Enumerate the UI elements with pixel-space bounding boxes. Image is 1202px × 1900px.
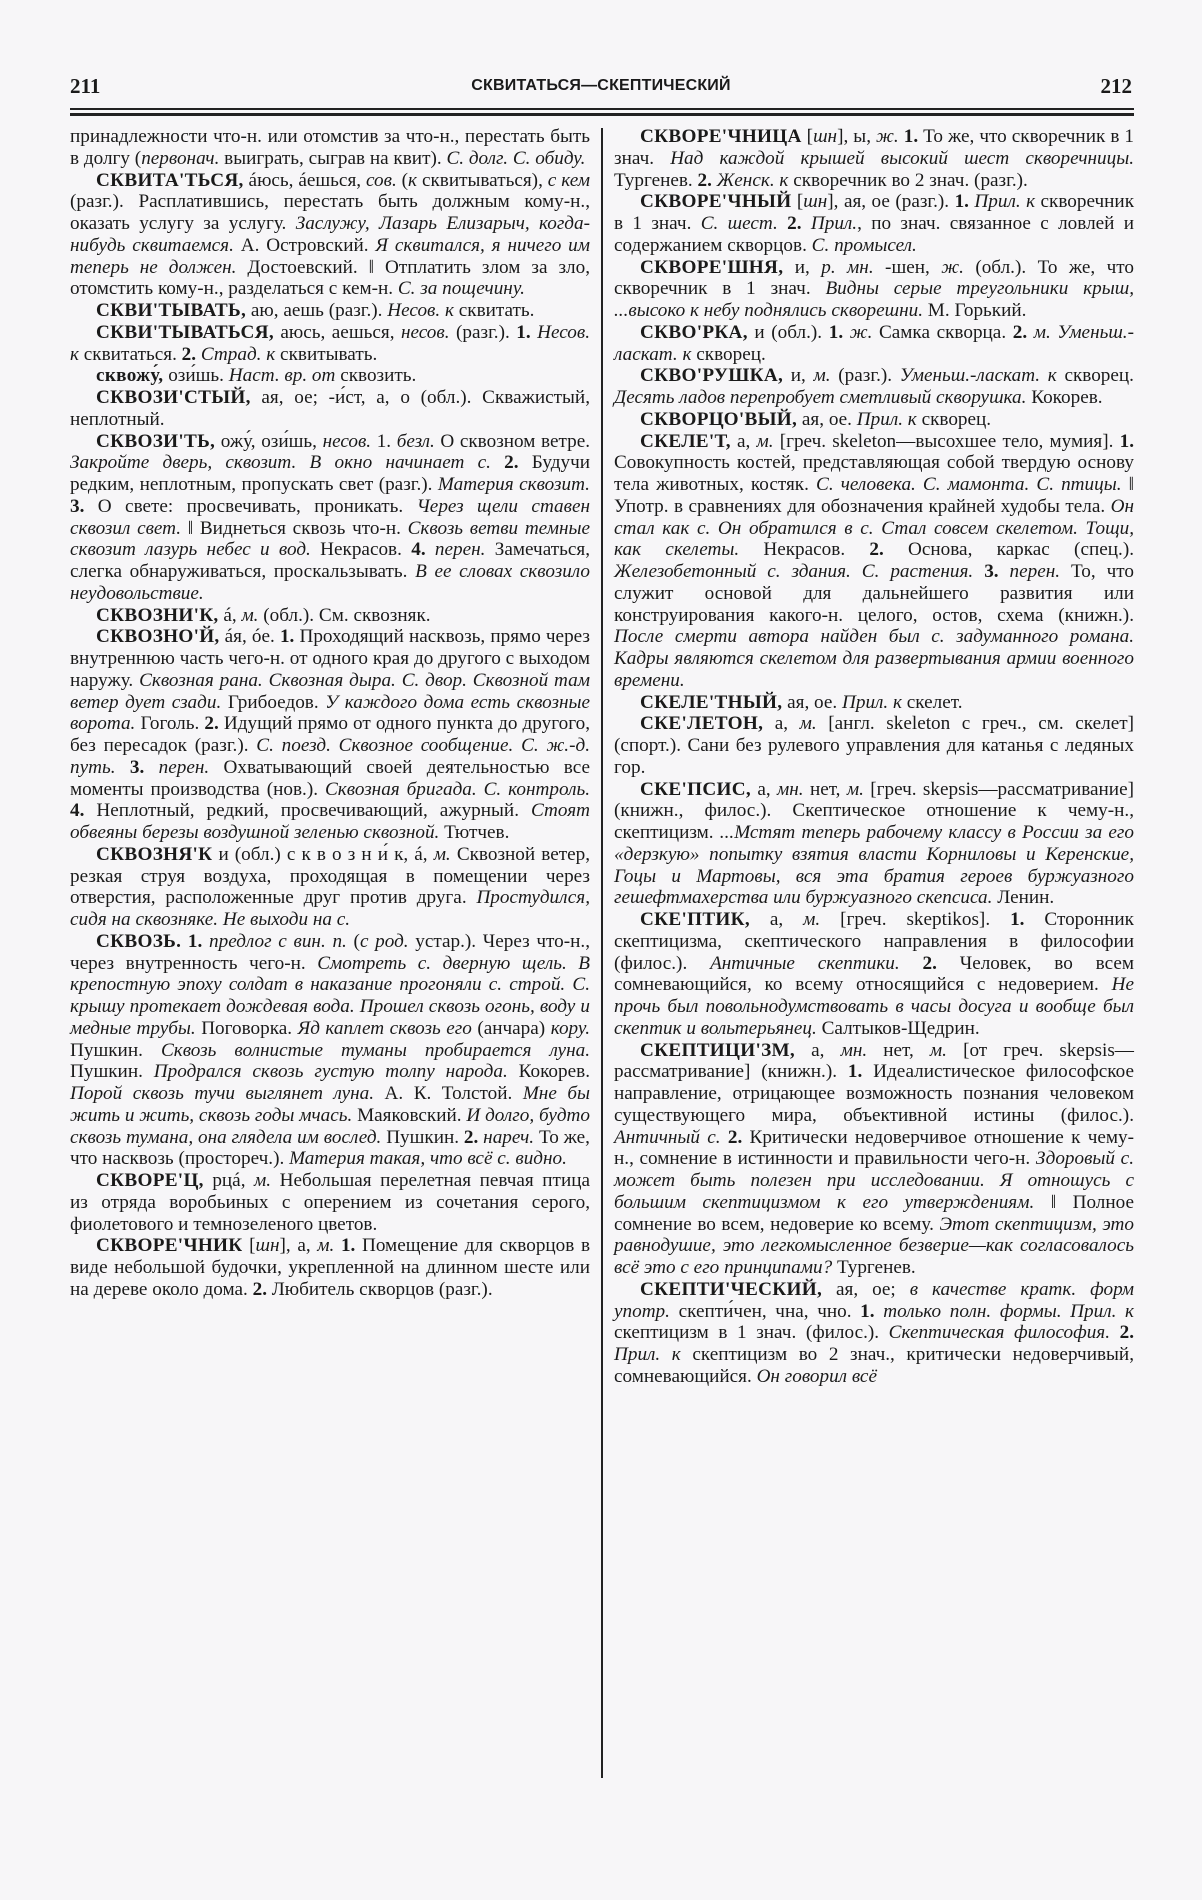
sense-number: 2. [1119,1322,1135,1344]
entry-text: Тургенев. [614,169,698,191]
entry-text [1027,322,1034,343]
italic-text: Прил. к [856,408,917,430]
sense-number: 2. [504,452,519,474]
headword: СКВОРЕ'Ц, [96,1170,204,1191]
sense-number: 2. [697,169,712,191]
entry-text: То же, что скворечник в 1 знач. [614,126,1135,169]
italic-text: с род. [359,930,409,952]
entry-text: Сквозной ветер, резкая струя воздуха, проходящая в помещении через отверстия, расположенные друг против друга. [70,843,591,909]
entry-text: О сквозном ветре. [434,430,591,452]
entry-text [491,452,504,473]
entry-text: Некрасов. [310,539,412,561]
entry-text: Пушкин. [381,1126,464,1148]
dictionary-entry [614,1279,1134,1388]
entry-text: Совокупность костей, представляющая собой твердую основу тела животных, костяк. [614,452,1134,495]
sense-number: 1. [1119,430,1134,452]
italic-text: Античный с. [614,1126,721,1148]
italic-text: Материя такая, что всё с. видно. [289,1148,567,1170]
entry-text [426,539,435,560]
entry-text: Замечаться, слегка обнаруживаться, проскальзывать. [70,539,590,582]
entry-text: Человек, во всем сомневающийся, ко всему относящийся с недоверием. [614,952,1134,996]
dictionary-entry [70,170,590,301]
entry-text: скепти́чен, чна, чно. [669,1300,861,1322]
entry-text: Кокорев. [1026,387,1103,408]
entry-text: ], ы, [837,126,877,147]
entry-text: Проходящий насквозь, прямо через внутреннюю часть чего-н. от одного края до другого с выходом наружу. [70,626,590,691]
italic-text: м. [799,713,817,735]
entry-text [900,953,923,974]
entry-text: ая, ое; [822,1278,910,1300]
italic-text: Прил. к [842,691,902,713]
entry-text: -шен, [873,256,942,278]
italic-text: Простудился, сидя на сквозняке. Не выходи на с. [70,887,590,930]
sense-number: 2. [1012,321,1028,343]
italic-text: С. человека. С. мамонта. С. птицы. [816,474,1122,495]
sense-number: 1. [828,321,844,343]
dictionary-entry [614,126,1134,191]
italic-text: ж. [876,126,899,147]
sense-number: 1. [187,930,203,952]
entry-text: Ленин. [992,887,1055,909]
italic-text: Продрался сквозь густую толпу народа. [153,1061,508,1083]
entry-text: Кокорев. [507,1061,590,1083]
sense-number: 1. [1010,909,1025,930]
entry-text [144,757,158,778]
italic-text: м. [803,909,821,930]
headword: СКВОЗНО'Й, [96,626,220,648]
headword: СКЕЛЕ'ТНЫЙ, [640,691,783,713]
entry-text: [от греч. skepsis—рассматривание] (книжн.). [614,1039,1134,1083]
entry-text: (обл.). См. сквозняк. [258,604,431,626]
dictionary-entry [70,365,590,387]
entry-text: Маяковский. [352,1104,467,1126]
entry-text: Пушкин. [70,1061,154,1083]
headword: СКВОЗЬ. [96,930,182,952]
headword: сквожу́, [96,365,164,387]
entry-text: а, [750,778,778,800]
italic-text: Над каждой крышей высокий шест скворечницы. [670,147,1135,169]
entry-text: скворец. [691,343,766,365]
dictionary-entry [614,779,1134,910]
dictionary-entry [614,257,1134,322]
italic-text: несов. [322,430,372,452]
headword: СКВОРЕ'ЧНИЦА [640,126,802,147]
italic-text: Заслужу, Лазарь Елизарыч, когда-нибудь сквитаемся. [70,213,590,256]
entry-text: выиграть, сыграв на квит). [219,147,447,169]
italic-text: перен. [434,539,486,561]
entry-text: А. Островский. [233,234,376,256]
entry-text: Небольшая перелетная певчая птица из отряда воробьиных с оперением из сочетания серого, фиолетового и темнозеленого цветов. [70,1170,590,1235]
entry-text: Достоевский. ‖ Отплатить злом за зло, отомстить кому-н., разделаться с кем-н. [70,256,590,300]
italic-text: только полн. формы. Прил. к [883,1300,1135,1322]
italic-text: м. [846,778,864,800]
headword: СКВИ'ТЫВАТЬСЯ, [96,321,274,343]
entry-text: А. К. Толстой. [374,1083,523,1104]
sense-number: 3. [70,495,85,517]
entry-text: скворечник в 1 знач. [614,191,1135,234]
entry-text: То, что служит основой для дальнейшего развития или конструирования какого-н. целого, остов, схема (книжн.). [614,561,1135,626]
italic-text: шн [255,1235,280,1257]
entry-text: Поговорка. [195,1017,298,1039]
entry-text [181,931,188,952]
headword: СКВОЗИ'СТЫЙ, [96,387,251,408]
italic-text: Скептическая философия. [888,1322,1111,1344]
headword: СКВОЗИ'ТЬ, [96,430,216,452]
sense-number: 3. [129,756,145,778]
italic-text: шн [803,191,828,213]
entry-text: и, [783,256,822,278]
entry-text: Тургенев. [832,1257,916,1278]
entry-text: аю, аешь (разг.). [246,300,388,321]
entry-text: [ [791,191,804,213]
italic-text: В ее словах сквозило неудовольствие. [70,561,590,604]
sense-number: 2. [727,1126,743,1148]
italic-text: предлог с вин. п. [209,930,347,952]
italic-text: Античные скептики. [710,952,900,974]
entry-text: [греч. skeleton—высохшее тело, мумия]. [773,430,1120,452]
dictionary-entry [70,387,590,431]
entry-text: [ [801,126,814,147]
italic-text: р. мн. [821,256,874,278]
sense-number: 1. [340,1235,356,1257]
sense-number: 2. [922,952,937,974]
entry-text [116,757,130,778]
entry-text [778,213,787,234]
entry-text: (обл.). То же, что скворечник в 1 знач. [614,256,1135,300]
italic-text: Железобетонный с. здания. С. растения. [614,561,974,582]
entry-text: сквозить. [335,365,417,387]
entry-text: Идеалистическое философское направление, отрицающее возможность познания человеком существующего мира, объективной истины (филос.). [614,1061,1134,1126]
entry-text: (анчара) [471,1017,551,1039]
sense-number: 2. [787,213,802,234]
italic-text: Сквозь волнистые туманы пробирается луна. [160,1039,590,1061]
sense-number: 2. [463,1126,479,1148]
entry-text: а, [749,909,804,930]
italic-text: Уменьш.-ласкат. к [899,365,1057,387]
header-rule-thin [70,108,1134,110]
dictionary-entry [614,431,1134,692]
entry-text: Пушкин. [70,1039,161,1061]
dictionary-entry [70,322,590,366]
entry-text: а, [795,1039,841,1061]
entry-text: скелет. [901,691,963,713]
entry-text: á, [218,604,242,626]
headword: СКЕ'ПСИС, [640,778,751,800]
sense-number: 4. [70,800,85,822]
left-column [70,126,590,1301]
italic-text: безл. [396,430,435,452]
dictionary-entry [70,300,590,322]
dictionary-entry [70,1170,590,1235]
italic-text: Сквозная рана. Сквозная дыра. С. двор. Сквозной там ветер дует сзади. [70,669,590,713]
headword: СКВИ'ТЫВАТЬ, [96,300,247,321]
italic-text: кору. [550,1017,590,1039]
sense-number: 2. [204,713,219,735]
italic-text: Несов. к [387,300,454,321]
page-number-left: 211 [70,74,101,98]
entry-text: устар.). Через что-н., через внутренность чего-н. [70,930,591,974]
right-column [614,126,1134,1388]
italic-text: нареч. [483,1126,535,1148]
entry-text: Любитель скворцов (разг.). [266,1278,493,1300]
italic-text: м. [254,1170,272,1191]
headword: СКВО'РУШКА, [640,365,784,387]
italic-text: м. Уменьш.-ласкат. к [614,321,1134,365]
dictionary-entry [70,931,590,1170]
sense-number: 1. [847,1061,863,1083]
running-title: СКВИТАТЬСЯ—СКЕПТИЧЕСКИЙ [471,77,731,94]
italic-text: Он говорил всё [756,1365,877,1387]
dictionary-entry [614,1040,1134,1279]
entry-text: скворец. [1056,365,1134,387]
entry-text [973,561,984,582]
entry-text: [греч. skepsis—рассматривание] (книжн., филос.). Скептическое отношение к чему-н., скептицизм. [614,778,1134,843]
entry-text: принадлежности что-н. или отомстив за что-н., перестать быть в долгу ( [70,126,590,169]
entry-text: ая, ое; -и́ст, а, о (обл.). Скважистый, неплотный. [70,387,590,430]
column-divider [601,128,603,1778]
entry-text: ( [346,930,360,952]
sense-number: 1. [516,321,531,343]
dictionary-entry [70,626,590,844]
entry-text: (разг.). [449,321,517,343]
italic-text: После смерти автора найден был с. задуманного романа. Кадры являются скелетом для развертывания армии военного времени. [614,626,1134,691]
entry-text: áя, óе. [219,626,280,648]
italic-text: первонач. [141,147,220,169]
entry-text: а, [763,713,800,735]
dictionary-entry [70,1235,590,1300]
sense-number: 1. [954,191,969,213]
italic-text: мн. [777,778,804,800]
italic-text: Этот скептицизм, это равнодушие, это легкомысленное безверие—как согласовалось всё это с его принципами? [614,1213,1134,1278]
entry-text: Будучи редким, неплотным, пропускать свет (разг.). [70,452,591,495]
entry-text: и, [783,365,814,387]
entry-text: М. Горький. [923,300,1027,321]
entry-text: сквитаться. [78,343,182,365]
entry-text: Грибоедов. [221,691,326,713]
entry-text [1110,1322,1120,1343]
italic-text: Наст. вр. от [228,365,336,387]
entry-text: Охватывающий своей деятельностью все моменты производства (нов.). [70,756,591,800]
dictionary-entry [614,909,1134,1040]
page-header [70,70,1132,100]
entry-text: То же, что насквозь (простореч.). [70,1126,590,1170]
entry-text: Самка скворца. [872,321,1013,343]
italic-text: ж. [849,321,873,343]
dictionary-entry [70,605,590,627]
italic-text: С. поезд. Сквозное сообщение. С. ж.-д. путь. [70,735,590,778]
entry-text: Некрасов. [739,539,870,561]
italic-text: Стоят обвеяны березы воздушной зеленью сквозной. [70,800,590,843]
dictionary-entry [614,692,1134,714]
headword: СКЕЛЕ'Т, [640,430,731,452]
italic-text: ...Мстят теперь рабочему классу в России за его «дерзкую» попытку взятия власти Корниловы и Керенские, Гоцы и Мартовы, вся эта братия героев буржуазного гешефтмахерства или буржуазного скепсиса. [614,822,1134,909]
italic-text: Через щели ставен сквозил свет. [70,495,590,539]
sense-number: 1. [903,126,919,147]
italic-text: С. за пощечину. [397,278,525,300]
header-rule-thick [70,113,1134,116]
headword: СКЕПТИ'ЧЕСКИЙ, [640,1278,823,1300]
italic-text: мн. [840,1039,868,1061]
entry-text: ожу́, ози́шь, [215,430,323,452]
headword: СКВОЗНЯ'К [96,843,213,865]
entry-text: нет, [867,1039,930,1061]
headword: СКВОРЕ'ЧНЫЙ [640,191,792,213]
headword: СКВОРЦО'ВЫЙ, [640,408,798,430]
italic-text: шн [813,126,838,147]
entry-text: , по знач. связанное с ловлей и содержанием скворцов. [614,213,1135,256]
italic-text: Видны серые треугольники крыш, ...высоко к небу поднялись скворешни. [614,278,1134,321]
entry-text: ], а, [279,1235,318,1257]
headword: СКВО'РКА, [640,321,748,343]
italic-text: м. [241,604,259,626]
headword: СКЕ'ПТИК, [640,909,750,930]
entry-text: Идущий прямо от одного пункта до другого, без пересадок (разг.). [70,713,590,756]
entry-text [875,1301,884,1322]
italic-text: м. [756,430,774,452]
italic-text: Десять ладов перепробует сметливый скворушка. [614,387,1027,408]
dictionary-entry [70,431,590,605]
entry-text: ‖ Употр. в сравнениях для обозначения крайней худобы тела. [614,474,1134,517]
entry-text: рцá, [203,1170,255,1191]
italic-text: Прил. к [974,191,1036,213]
headword: СКЕПТИЦИ'ЗМ, [640,1039,796,1061]
entry-text [202,931,209,952]
dictionary-entry [614,713,1134,778]
entry-text: 1. [371,430,397,452]
entry-text: ая, ое. [782,691,842,713]
entry-text: скворечник во 2 знач. (разг.). [788,169,1028,191]
sense-number: 4. [411,539,426,561]
italic-text: Порой сквозь тучи выглянет луна. [70,1083,375,1104]
entry-text: сквитывать. [275,343,378,365]
italic-text: несов. [400,321,450,343]
italic-text: м. [929,1039,947,1061]
italic-text: Здоровый с. может быть полезен при исследовании. Я отношусь с большим скептицизмом к его утверждениям. [614,1148,1134,1213]
italic-text: Закройте дверь, сквозит. В окно начинает с. [70,452,491,474]
sense-number: 2. [181,343,197,365]
entry-text: нет, [803,778,847,800]
entry-text [721,1127,728,1148]
italic-text: с кем [547,169,590,191]
italic-text: Я сквитался, я ничего им теперь не должен. [70,234,591,278]
headword: СКВОРЕ'ЧНИК [96,1235,243,1257]
italic-text: к [408,169,418,191]
entry-text: ], ая, ое (разг.). [827,191,955,213]
dictionary-entry [614,365,1134,409]
entry-text: Гоголь. [135,713,205,735]
sense-number: 2. [869,539,884,561]
italic-text: И долго, будто сквозь тумана, она глядела им вослед. [70,1104,590,1148]
entry-text: аюсь, аешься, [273,321,401,343]
sense-number: 1. [279,626,295,648]
italic-text: Мне бы жить и жить, сквозь годы мчась. [70,1083,590,1126]
italic-text: в качестве кратк. форм употр. [614,1278,1134,1322]
italic-text: Яд каплет сквозь его [297,1017,472,1039]
italic-text: ж. [941,256,964,278]
entry-text: Помещение для скворцов в виде небольшой будочки, укрепленной на длинном шесте или на дереве около дома. [70,1235,591,1300]
italic-text: Страд. к [200,343,276,365]
entry-text: ози́шь. [163,365,229,387]
dictionary-entry [614,322,1134,366]
entry-text: ‖ Виднеться сквозь что-н. [181,517,408,539]
italic-text: Он стал как с. Он обратился в с. Стал совсем скелетом. Тощи, как скелеты. [614,495,1134,561]
page-number-right: 212 [1100,74,1132,98]
entry-text: (разг.). [830,365,900,387]
italic-text: Сквозь ветви темные сквозит лазурь небес и вод. [70,517,590,561]
entry-text: ( [396,169,409,191]
entry-text: а, [730,430,757,452]
sense-number: 1. [860,1300,875,1322]
entry-text: [греч. skeptikos]. [820,909,1011,930]
entry-text: Салтыков-Щедрин. [816,1017,980,1039]
entry-text: Сторонник скептицизма, скептического направления в философии (филос.). [614,909,1134,974]
entry-text: [ [242,1235,256,1257]
dictionary-entry [70,844,590,931]
italic-text: Прил. к [614,1344,681,1365]
italic-text: Материя сквозит. [437,474,590,495]
entry-text: О свете: просвечивать, проникать. [84,495,417,517]
italic-text: сов. [365,169,397,191]
italic-text: м. [317,1235,335,1257]
italic-text: У каждого дома есть сквозные ворота. [70,691,591,735]
sense-number: 3. [984,561,999,582]
entry-text [843,322,850,343]
entry-text: Основа, каркас (спец.). [883,539,1135,561]
italic-text: Смотреть с. дверную щель. В крепостную эпоху солдат в наказание прогоняли с. строй. С. крышу протекает дождевая вода. Прошел сквозь огонь, воду и медные трубы. [70,952,591,1039]
entry-text: áюсь, áешься, [243,169,366,191]
sense-number: 2. [252,1278,267,1300]
italic-text: Сквозная бригада. С. контроль. [325,778,590,800]
dictionary-entry [614,191,1134,256]
italic-text: С. промысел. [811,234,917,256]
dictionary-entry [614,409,1134,431]
entry-text: скептицизм в 1 знач. (филос.). [614,1322,889,1344]
italic-text: м. [433,843,451,865]
entry-text: (разг.). Расплатившись, перестать быть должным кому-н., оказать услугу за услугу. [70,191,590,234]
italic-text: перен. [1009,561,1061,582]
headword: СКВОЗНИ'К, [96,604,219,626]
italic-text: С. долг. С. обиду. [446,147,586,169]
entry-text: скептицизм во 2 знач., критически недоверчивый, сомневающийся. [614,1344,1134,1387]
entry-text: и (обл.). [747,321,829,343]
entry-text: сквитываться), [417,169,548,191]
entry-text [999,561,1010,582]
italic-text: Женск. к [716,169,789,191]
entry-text: скворец. [916,408,992,430]
entry-text: Неплотный, редкий, просвечивающий, ажурный. [84,800,531,822]
entry-text: Критически недоверчивое отношение к чему-н., сомнение в истинности и правильности чего-н. [614,1126,1134,1170]
entry-text: сквитать. [453,300,535,321]
italic-text: м. [813,365,831,387]
entry-text: Тютчев. [439,822,510,843]
entry-text: [англ. skeleton с греч., см. скелет] (спорт.). Сани без рулевого управления для катанья с ледяных гор. [614,713,1134,778]
headword: СКВОРЕ'ШНЯ, [640,256,784,278]
entry-text: ‖ Полное сомнение во всем, недоверие ко всему. [614,1191,1134,1235]
italic-text: перен. [158,756,210,778]
entry-text: и (обл.) с к в о з н и́ к, á, [212,843,434,865]
italic-text: С. шест. [700,213,778,234]
entry-text [334,1235,341,1256]
headword: СКЕ'ЛЕТОН, [640,713,764,735]
italic-text: Не прочь был повольнодумствовать в часы досуга и вообще был скептик и вольтерьянец. [614,974,1134,1039]
italic-text: Несов. к [70,321,590,365]
entry-text: ая, ое. [797,408,857,430]
italic-text: Прил. [810,213,858,234]
entry-continuation [70,126,590,170]
entry-text [802,213,811,234]
headword: СКВИТА'ТЬСЯ, [96,169,244,191]
